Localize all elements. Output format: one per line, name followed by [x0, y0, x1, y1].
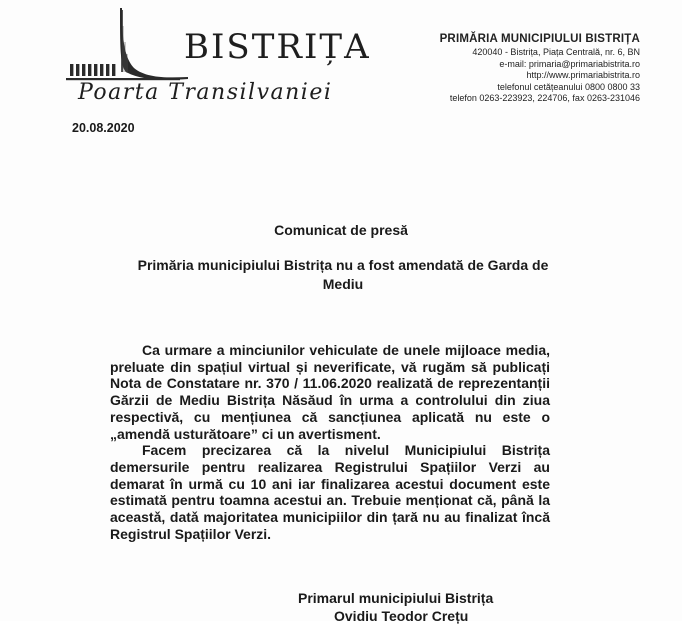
document-date: 20.08.2020	[72, 121, 135, 135]
body-paragraph: Facem precizarea că la nivelul Municipiului Bistrița demersurile pentru realizarea Registrului Spațiilor Verzi au demarat în urmă cu 10 ani iar finalizarea acestui document este estimată pentru toamna acestui an. Trebuie menționat că, până la aceastǎ, datǎ majoritatea municipiilor din țară nu au finalizat încă Registrul Spațiilor Verzi.	[110, 442, 550, 542]
signature-role: Primarul municipiului Bistrița	[298, 590, 494, 606]
letterhead-contact	[380, 32, 640, 105]
email-line: e-mail: primaria@primariabistrita.ro	[499, 58, 640, 69]
website-line: http://www.primariabistrita.ro	[526, 70, 640, 81]
citizen-phone-line: telefonul cetățeanului 0800 0800 33	[497, 81, 640, 92]
document-title: Comunicat de presă	[274, 222, 408, 238]
signature-block	[298, 589, 493, 625]
phone-fax-line: telefon 0263-223923, 224706, fax 0263-231046	[449, 93, 640, 104]
document-body	[110, 342, 550, 542]
logo-tagline: Poarta Transilvaniei	[78, 80, 333, 105]
body-paragraph: Ca urmare a minciunilor vehiculate de unele mijloace media, preluate din spațiul virtual și neverificate, vă rugăm să publicați Nota de Constatare nr. 370 / 11.06.2020 realizată de reprezentanții Gărzii de Mediu Bistrița Năsăud în urma a controlului din ziua respectivă, cu mențiunea că sancțiunea aplicată nu este o „amendă usturătoare” ci un avertisment.	[110, 342, 550, 442]
address-line: 420040 - Bistrița, Piața Centrală, nr. 6, BN	[472, 47, 640, 57]
organization-name: PRIMĂRIA MUNICIPIULUI BISTRIȚA	[439, 33, 640, 45]
logo-wordmark: BISTRIȚA	[184, 27, 371, 67]
document-subtitle: Primăria municipiului Bistrița nu a fost amendată de Garda de Mediu	[137, 257, 549, 292]
signature-name: Ovidiu Teodor Crețu	[334, 608, 469, 624]
